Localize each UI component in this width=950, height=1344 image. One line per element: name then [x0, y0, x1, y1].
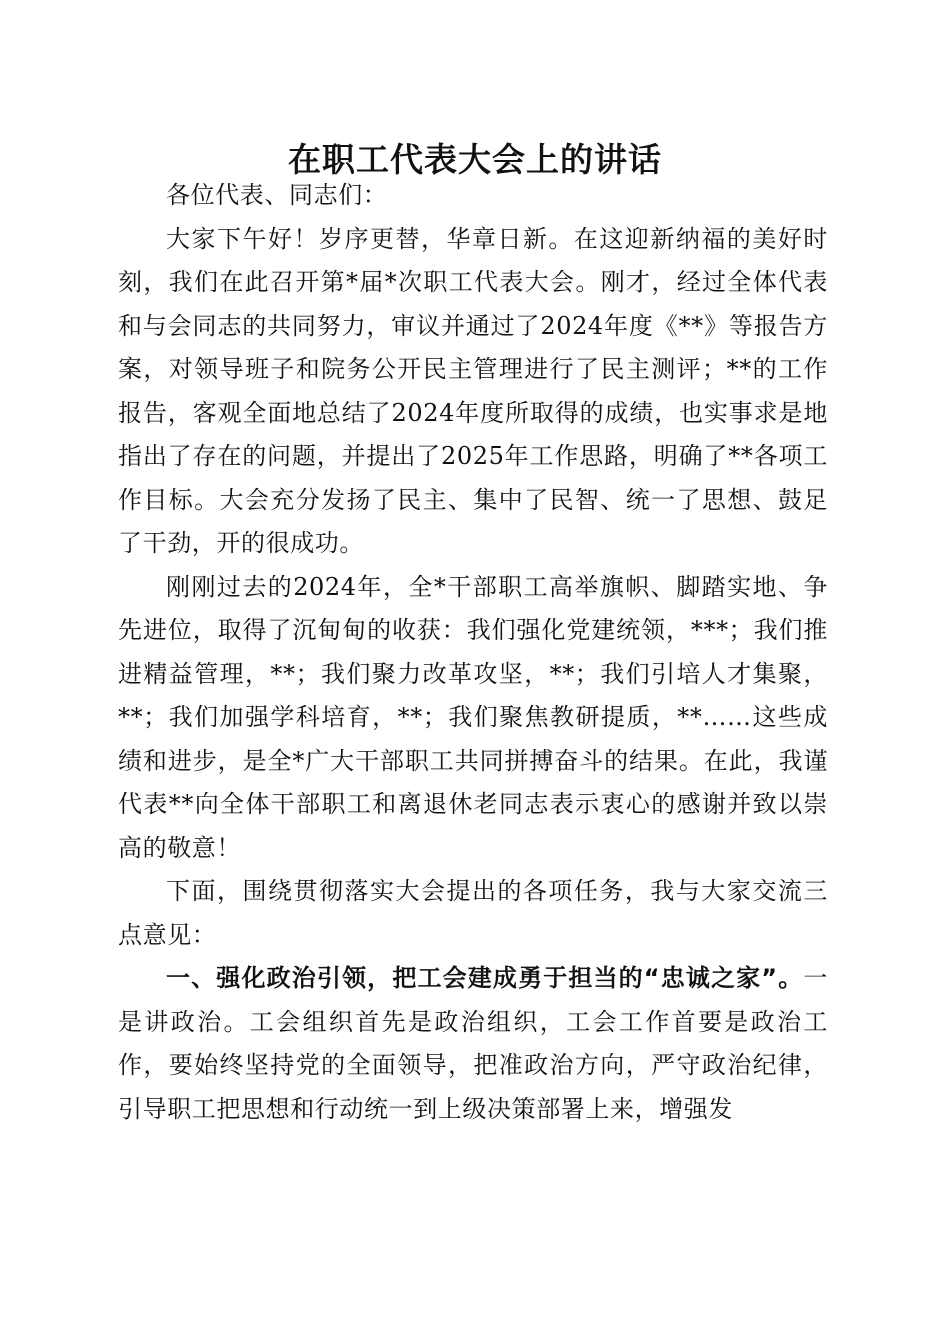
document-title: 在职工代表大会上的讲话	[288, 140, 662, 179]
review-paragraph: 刚刚过去的2024年，全*干部职工高举旗帜、脚踏实地、争先进位，取得了沉甸甸的收获：我们强化党建统领，***；我们推进精益管理，**；我们聚力改革攻坚，**；我们引培人才集聚，**；我们加强学科培育，**；我们聚焦教研提质，**……这些成绩和进步，是全*广大干部职工共同拼搏奋斗的结果。在此，我谨代表**向全体干部职工和离退休老同志表示衷心的感谢并致以崇高的敬意！	[118, 572, 828, 862]
opening-paragraph: 大家下午好！岁序更替，华章日新。在这迎新纳福的美好时刻，我们在此召开第*届*次职工代表大会。刚才，经过全体代表和与会同志的共同努力，审议并通过了2024年度《**》等报告方案，对领导班子和院务公开民主管理进行了民主测评；**的工作报告，客观全面地总结了2024年度所取得的成绩，也实事求是地指出了存在的问题，并提出了2025年工作思路，明确了**各项工作目标。大会充分发扬了民主、集中了民智、统一了思想、鼓足了干劲，开的很成功。	[118, 224, 828, 557]
document-body	[118, 174, 828, 1131]
section-one-paragraph	[118, 957, 828, 1131]
transition-paragraph: 下面，围绕贯彻落实大会提出的各项任务，我与大家交流三点意见：	[118, 877, 828, 949]
greeting-paragraph: 各位代表、同志们：	[166, 181, 388, 209]
section-one-heading: 一、强化政治引领，把工会建成勇于担当的“忠诚之家”。	[166, 964, 804, 992]
section-one-text: 一是讲政治。工会组织首先是政治组织，工会工作首要是政治工作，要始终坚持党的全面领导，把准政治方向，严守政治纪律，引导职工把思想和行动统一到上级决策部署上来，增强发	[118, 964, 828, 1123]
